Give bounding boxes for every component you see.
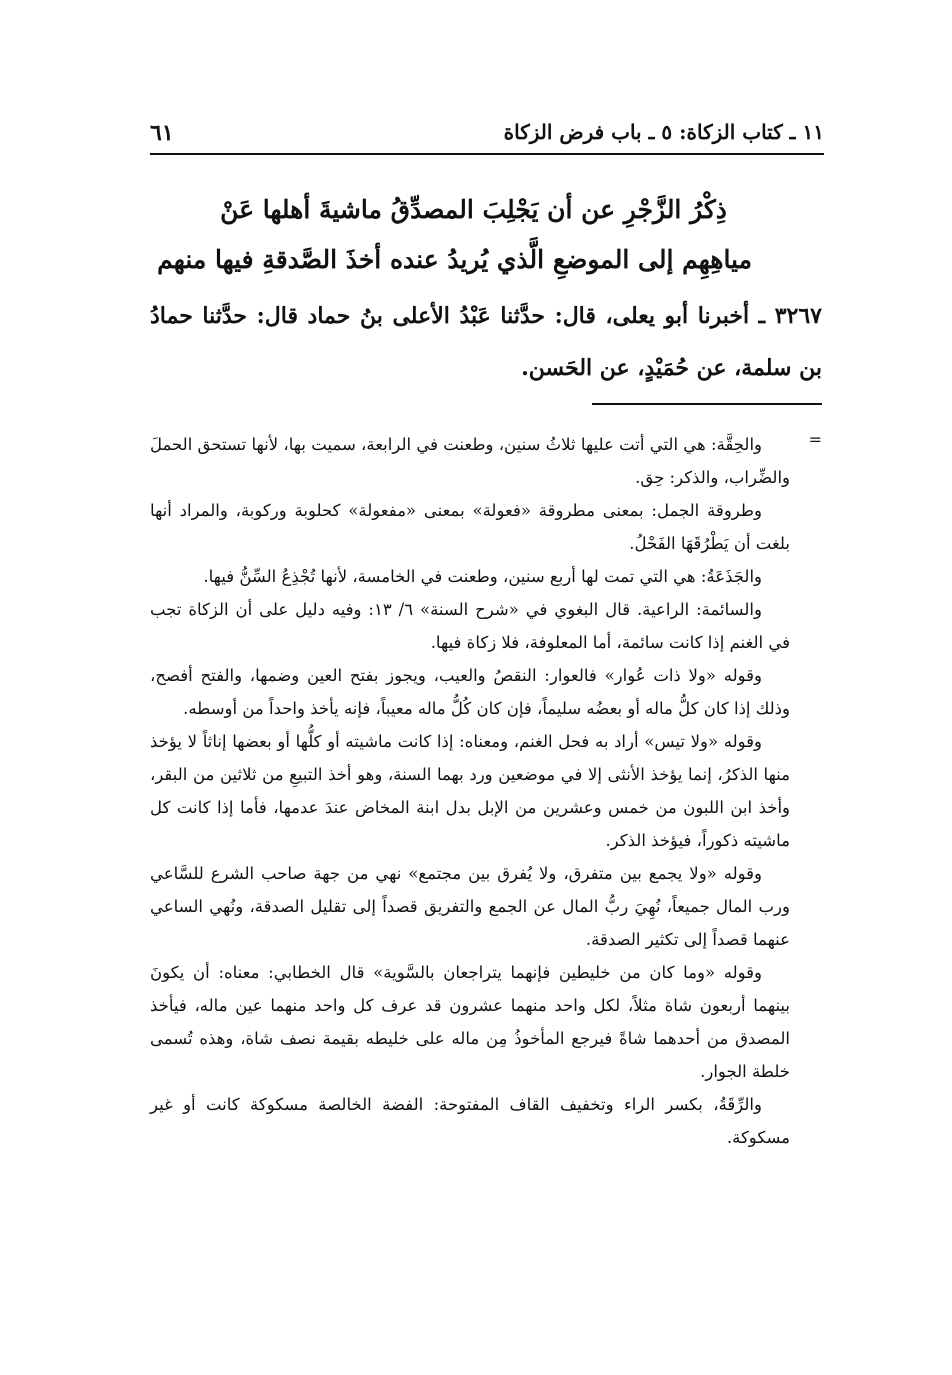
section-title-line: مياهِهِم إلى الموضعِ الَّذي يُريدُ عنده أخذَ الصَّدقةِ فيها منهم	[157, 245, 752, 274]
running-head: ١١ ـ كتاب الزكاة: ٥ ـ باب فرض الزكاة	[503, 120, 824, 144]
footnote-paragraph: وقوله «وما كان من خليطين فإنهما يتراجعان بالسَّوية» قال الخطابي: معناه: أن يكونَ بينهما أربعون شاة مثلاً، لكل واحد منهما عشرون قد عرف كل واحد منهما عين ماله، فيأخذ المصدق من أحدهما شاةً فيرجع المأخوذُ مِن ماله على خليطه بقيمة نصف شاة، وهذه تُسمى خلطة الجوار.	[150, 963, 790, 1081]
page-number: ٦١	[150, 120, 174, 146]
footnote-paragraph: والجَذَعَةُ: هي التي تمت لها أربع سنين، وطعنت في الخامسة، لأنها تُجْذِعُ السِّنُّ فيها.	[203, 567, 762, 586]
footnote-continuation-mark: =	[808, 430, 822, 449]
footnote-paragraph: وقوله «ولا ذات عُوار» فالعوار: النقصُ والعيب، ويجوز بفتح العين وضمها، والفتح أفصح، وذلك إذا كان كلُّ ماله أو بعضُه سليماً، فإن كان كُلُّ ماله معيباً، فإنه يأخذ واحداً من أوسطه.	[150, 666, 790, 718]
hadith-body: ـ أخبرنا أبو يعلى، قال: حدَّثنا عَبْدُ الأعلى بنُ حماد قال: حدَّثنا حمادُ بن سلمة، عن حُمَيْدٍ، عن الحَسن.	[150, 303, 822, 381]
footnote-paragraph: والحِقَّة: هي التي أتت عليها ثلاثُ سنين، وطعنت في الرابعة، سميت بها، لأنها تستحق الحملَ والضِّراب، والذكر: حِق.	[150, 435, 790, 487]
footnote-paragraph: وطروقة الجمل: بمعنى مطروقة «فعولة» بمعنى «مفعولة» كحلوبة وركوبة، والمراد أنها بلغت أن يَطْرُقَهَا الفَحْلُ.	[150, 501, 790, 553]
section-title	[157, 185, 752, 285]
footnote-paragraph: والرِّقَةُ، بكسر الراء وتخفيف القاف المفتوحة: الفضة الخالصة مسكوكة كانت أو غير مسكوكة.	[150, 1095, 790, 1147]
hadith-number: ٣٢٦٧	[774, 303, 822, 329]
footnote-rule	[592, 403, 822, 405]
footnote-paragraph: والسائمة: الراعية. قال البغوي في «شرح السنة» ٦/ ١٣: وفيه دليل على أن الزكاة تجب في الغنم إذا كانت سائمة، أما المعلوفة، فلا زكاة فيها.	[150, 600, 790, 652]
header-rule	[150, 153, 824, 155]
hadith-text	[150, 290, 822, 394]
section-title-line: ذِكْرُ الزَّجْرِ عن أن يَجْلِبَ المصدِّقُ ماشيةَ أهلها عَنْ	[220, 195, 727, 224]
page-header	[150, 120, 824, 154]
footnotes	[150, 428, 790, 1154]
footnote-paragraph: وقوله «ولا تيس» أراد به فحل الغنم، ومعناه: إذا كانت ماشيته أو كلُّها أو بعضها إناثاً لا يؤخذ منها الذكرُ، إنما يؤخذ الأنثى إلا في موضعين ورد بهما السنة، وهو أخذ التبيعِ من ثلاثين من البقر، وأخذ ابن اللبون من خمس وعشرين من الإبل بدل ابنة المخاض عندَ عدمها، فأما إذا كانت كل ماشيته ذكوراً، فيؤخذ الذكر.	[150, 732, 790, 850]
footnote-paragraph: وقوله «ولا يجمع بين متفرق، ولا يُفرق بين مجتمع» نهي من جهة صاحب الشرع للسَّاعي ورب المال جميعاً، نُهِيَ ربُّ المال عن الجمع والتفريق قصداً إلى تقليل الصدقة، ونُهي الساعي عنهما قصداً إلى تكثير الصدقة.	[150, 864, 790, 949]
